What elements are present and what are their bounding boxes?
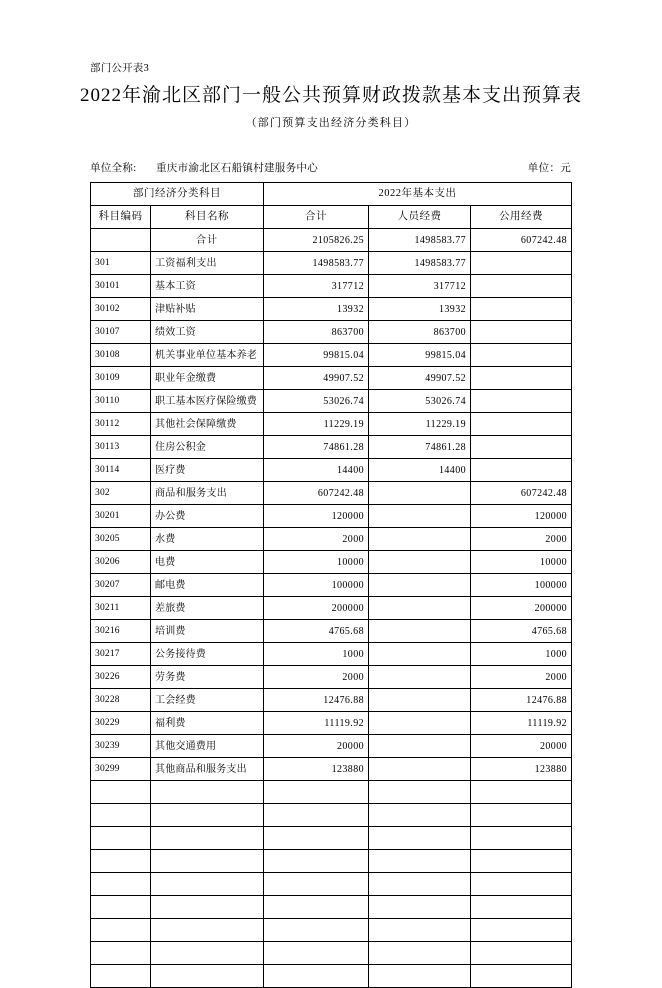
column-header-3: 人员经费 [369,206,471,229]
cell-blank [91,827,151,850]
cell-personnel: 317712 [369,275,471,298]
cell-total: 317712 [264,275,369,298]
cell-personnel [369,482,471,505]
cell-blank [151,919,264,942]
table-row [91,229,572,252]
cell-total: 120000 [264,505,369,528]
cell-name: 办公费 [151,505,264,528]
cell-blank [151,827,264,850]
cell-total: 200000 [264,597,369,620]
cell-name: 商品和服务支出 [151,482,264,505]
cell-code: 30239 [91,735,151,758]
table-row-blank [91,827,572,850]
cell-blank [91,804,151,827]
cell-total: 2000 [264,528,369,551]
column-header-1: 科目名称 [151,206,264,229]
cell-personnel [369,505,471,528]
cell-blank [471,942,572,965]
cell-total: 11229.19 [264,413,369,436]
cell-public: 120000 [471,505,572,528]
cell-code: 30216 [91,620,151,643]
table-row [91,620,572,643]
form-number: 部门公开表3 [90,63,149,74]
table-row-blank [91,896,572,919]
table-row [91,689,572,712]
table-row-blank [91,942,572,965]
cell-public [471,252,572,275]
cell-public [471,413,572,436]
cell-personnel: 49907.52 [369,367,471,390]
cell-personnel: 1498583.77 [369,229,471,252]
cell-name: 津贴补贴 [151,298,264,321]
cell-blank [91,919,151,942]
cell-blank [369,965,471,988]
cell-total: 13932 [264,298,369,321]
cell-code: 30217 [91,643,151,666]
cell-total: 123880 [264,758,369,781]
cell-personnel [369,689,471,712]
cell-blank [91,965,151,988]
cell-total: 2000 [264,666,369,689]
cell-name: 水费 [151,528,264,551]
cell-name: 基本工资 [151,275,264,298]
table-row-blank [91,965,572,988]
cell-name: 差旅费 [151,597,264,620]
table-row [91,597,572,620]
cell-blank [264,965,369,988]
table-row [91,643,572,666]
currency-label: 单位：元 [527,163,571,174]
cell-personnel: 53026.74 [369,390,471,413]
cell-name: 工会经费 [151,689,264,712]
cell-personnel: 1498583.77 [369,252,471,275]
cell-code: 30101 [91,275,151,298]
table-row [91,459,572,482]
cell-name: 电费 [151,551,264,574]
cell-public: 200000 [471,597,572,620]
table-row [91,436,572,459]
cell-personnel [369,735,471,758]
cell-public: 11119.92 [471,712,572,735]
column-header-2: 合计 [264,206,369,229]
cell-public: 2000 [471,666,572,689]
page-subtitle: （部门预算支出经济分类科目） [245,117,417,129]
cell-code: 30207 [91,574,151,597]
cell-blank [264,781,369,804]
table-row [91,505,572,528]
cell-total: 863700 [264,321,369,344]
cell-code: 30109 [91,367,151,390]
table-row [91,390,572,413]
cell-blank [471,919,572,942]
table-row [91,275,572,298]
table-row-blank [91,781,572,804]
cell-personnel [369,597,471,620]
table-row [91,298,572,321]
cell-blank [151,896,264,919]
cell-personnel: 863700 [369,321,471,344]
cell-blank [471,965,572,988]
cell-personnel [369,551,471,574]
table-row [91,413,572,436]
cell-personnel [369,758,471,781]
cell-code: 30108 [91,344,151,367]
cell-blank [471,850,572,873]
cell-blank [264,896,369,919]
cell-code [91,229,151,252]
cell-name: 住房公积金 [151,436,264,459]
cell-name: 工资福利支出 [151,252,264,275]
column-header-0: 科目编码 [91,206,151,229]
cell-total: 11119.92 [264,712,369,735]
cell-public: 100000 [471,574,572,597]
cell-public [471,436,572,459]
cell-code: 30228 [91,689,151,712]
cell-code: 301 [91,252,151,275]
cell-blank [264,919,369,942]
budget-table [90,182,572,988]
cell-personnel [369,620,471,643]
cell-code: 30206 [91,551,151,574]
table-row [91,758,572,781]
cell-total: 53026.74 [264,390,369,413]
cell-name: 其他商品和服务支出 [151,758,264,781]
cell-blank [369,850,471,873]
table-row [91,574,572,597]
cell-public: 2000 [471,528,572,551]
cell-code: 30112 [91,413,151,436]
cell-code: 30211 [91,597,151,620]
cell-blank [369,873,471,896]
cell-public: 10000 [471,551,572,574]
table-row-blank [91,850,572,873]
cell-personnel: 13932 [369,298,471,321]
cell-code: 30102 [91,298,151,321]
table-row-blank [91,804,572,827]
cell-public [471,390,572,413]
cell-code: 30201 [91,505,151,528]
cell-blank [264,827,369,850]
table-row [91,344,572,367]
cell-name: 机关事业单位基本养老 [151,344,264,367]
cell-personnel [369,666,471,689]
table-row [91,528,572,551]
cell-blank [91,873,151,896]
cell-blank [264,804,369,827]
cell-code: 30229 [91,712,151,735]
table-row [91,321,572,344]
cell-blank [151,804,264,827]
cell-total: 14400 [264,459,369,482]
cell-blank [91,781,151,804]
table-row-blank [91,873,572,896]
cell-blank [264,850,369,873]
cell-public: 607242.48 [471,482,572,505]
cell-public: 12476.88 [471,689,572,712]
cell-blank [151,965,264,988]
cell-code: 302 [91,482,151,505]
page-title: 2022年渝北区部门一般公共预算财政拨款基本支出预算表 [79,85,582,106]
cell-name: 绩效工资 [151,321,264,344]
cell-public [471,344,572,367]
cell-blank [151,942,264,965]
cell-blank [264,873,369,896]
table-row-blank [91,919,572,942]
cell-personnel [369,643,471,666]
cell-blank [151,850,264,873]
cell-blank [369,781,471,804]
cell-blank [91,896,151,919]
cell-blank [369,896,471,919]
cell-total: 20000 [264,735,369,758]
cell-blank [369,919,471,942]
cell-code: 30113 [91,436,151,459]
cell-personnel [369,528,471,551]
cell-public [471,321,572,344]
cell-name: 职业年金缴费 [151,367,264,390]
cell-public [471,298,572,321]
table-row [91,367,572,390]
cell-public: 1000 [471,643,572,666]
cell-total: 100000 [264,574,369,597]
cell-personnel: 14400 [369,459,471,482]
cell-name: 医疗费 [151,459,264,482]
cell-blank [471,896,572,919]
table-row [91,712,572,735]
cell-public: 123880 [471,758,572,781]
table-row [91,551,572,574]
cell-blank [471,781,572,804]
cell-blank [369,942,471,965]
cell-name: 职工基本医疗保险缴费 [151,390,264,413]
cell-code: 30205 [91,528,151,551]
table-group-header-row [91,183,572,206]
cell-public: 607242.48 [471,229,572,252]
cell-blank [151,781,264,804]
cell-name: 培训费 [151,620,264,643]
meta-row [90,160,571,176]
column-header-4: 公用经费 [471,206,572,229]
table-column-header-row [91,206,572,229]
cell-code: 30226 [91,666,151,689]
cell-total: 1498583.77 [264,252,369,275]
cell-total: 99815.04 [264,344,369,367]
unit-name: 重庆市渝北区石船镇村建服务中心 [156,163,318,174]
cell-personnel: 99815.04 [369,344,471,367]
cell-total: 2105826.25 [264,229,369,252]
cell-name: 劳务费 [151,666,264,689]
cell-name: 邮电费 [151,574,264,597]
cell-name: 其他交通费用 [151,735,264,758]
cell-total: 12476.88 [264,689,369,712]
cell-public: 20000 [471,735,572,758]
group-header-left: 部门经济分类科目 [91,183,264,206]
cell-name: 福利费 [151,712,264,735]
cell-public: 4765.68 [471,620,572,643]
cell-name: 合计 [151,229,264,252]
cell-personnel [369,574,471,597]
cell-total: 49907.52 [264,367,369,390]
cell-blank [471,827,572,850]
group-header-right: 2022年基本支出 [264,183,572,206]
cell-blank [151,873,264,896]
cell-blank [91,942,151,965]
cell-personnel: 11229.19 [369,413,471,436]
cell-public [471,367,572,390]
cell-blank [91,850,151,873]
cell-code: 30299 [91,758,151,781]
cell-blank [471,804,572,827]
cell-blank [369,827,471,850]
cell-blank [264,942,369,965]
cell-total: 1000 [264,643,369,666]
cell-total: 74861.28 [264,436,369,459]
table-row [91,482,572,505]
cell-code: 30114 [91,459,151,482]
unit-label: 单位全称: [90,163,137,174]
cell-code: 30107 [91,321,151,344]
cell-blank [369,804,471,827]
cell-name: 公务接待费 [151,643,264,666]
cell-total: 607242.48 [264,482,369,505]
cell-code: 30110 [91,390,151,413]
cell-blank [471,873,572,896]
cell-public [471,459,572,482]
cell-personnel: 74861.28 [369,436,471,459]
table-row [91,666,572,689]
cell-total: 10000 [264,551,369,574]
cell-personnel [369,712,471,735]
table-row [91,252,572,275]
cell-total: 4765.68 [264,620,369,643]
cell-public [471,275,572,298]
table-row [91,735,572,758]
cell-name: 其他社会保障缴费 [151,413,264,436]
